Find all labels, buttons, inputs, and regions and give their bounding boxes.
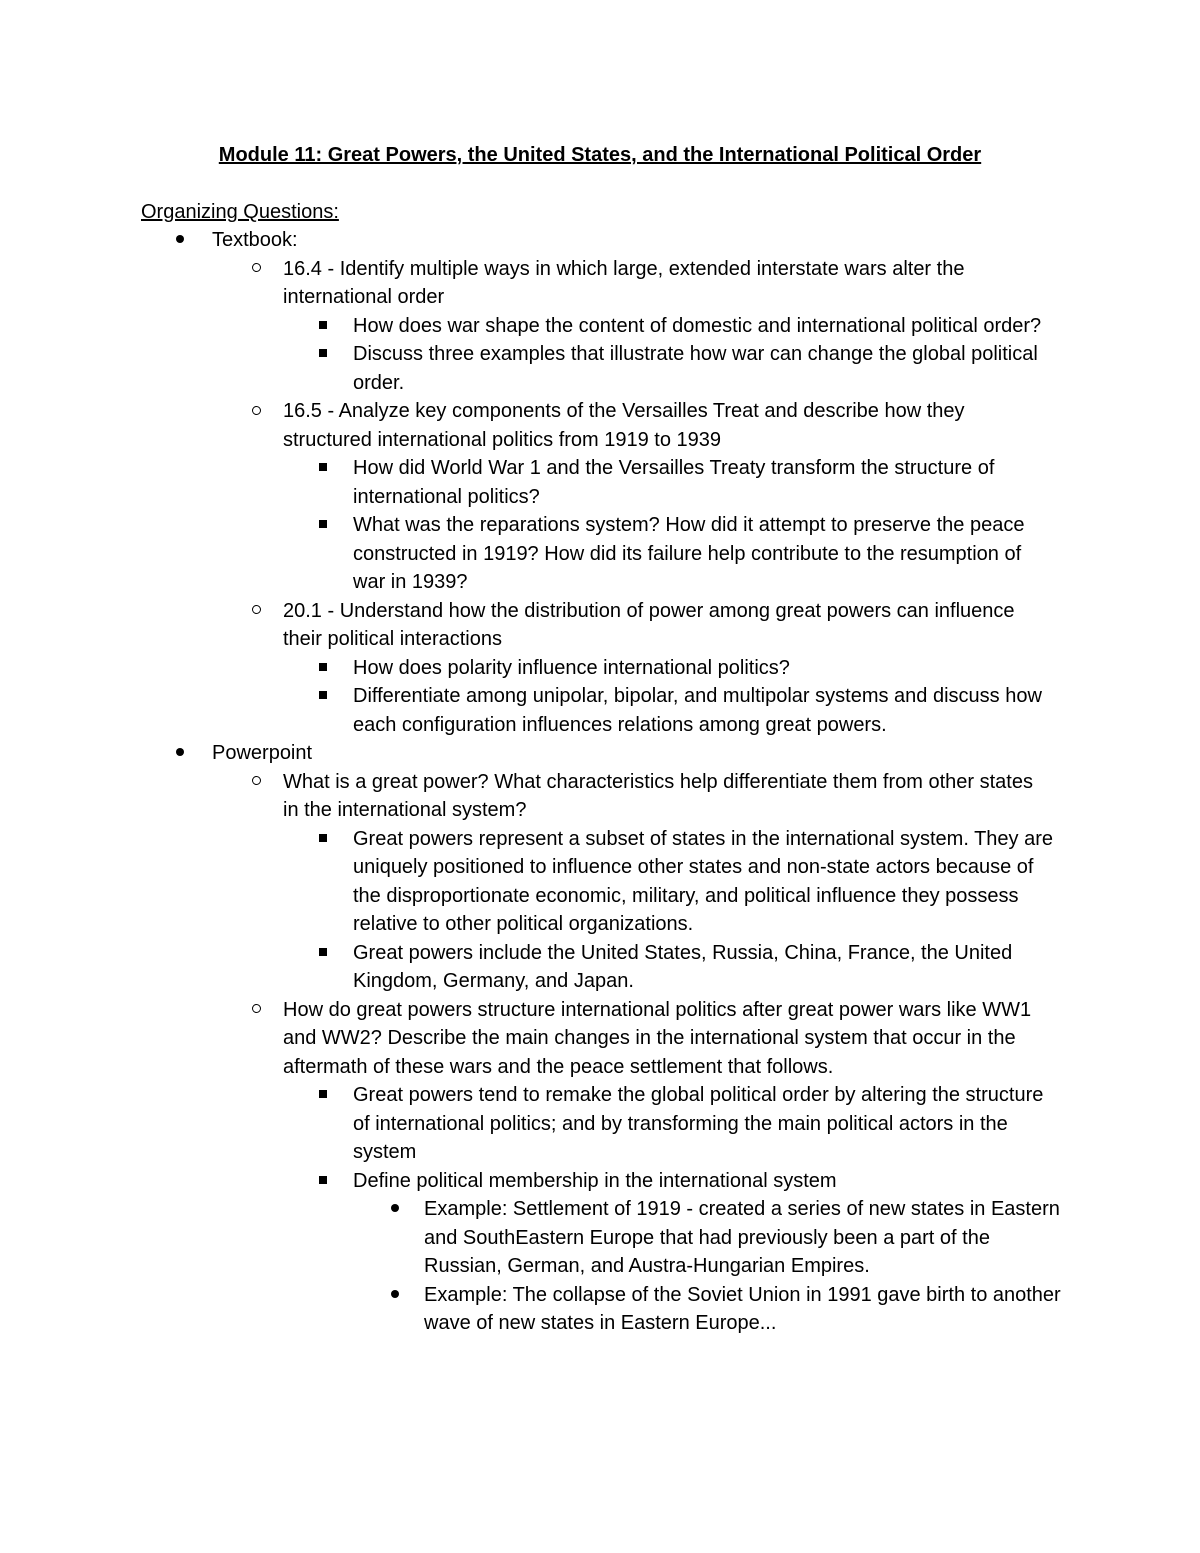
outline-item-text: How do great powers structure international politics after great power wars like WW1 and WW2? Describe the main changes in the international system that occur in the aftermath of these wars and the peace settlement that follows. (283, 998, 1032, 1078)
bullet-square-icon (313, 340, 333, 369)
outline-item (0, 255, 1200, 312)
bullet-ring-icon (246, 996, 266, 1025)
bullet-square-icon (313, 654, 333, 683)
bullet-ring-icon (246, 597, 266, 626)
outline-item (0, 397, 1200, 454)
bullet-square-icon (313, 511, 333, 540)
outline-item (0, 340, 1200, 397)
bullet-dot-icon (170, 226, 190, 255)
outline-item-text: What was the reparations system? How did it attempt to preserve the peace constructed in 1919? How did its failure help contribute to the resumption of war in 1939? (353, 514, 1025, 593)
bullet-square-icon (313, 1167, 333, 1196)
outline-item-text: What is a great power? What characteristics help differentiate them from other states in the international system? (283, 770, 1033, 821)
outline-item (0, 739, 1200, 768)
outline-list (0, 226, 1200, 1338)
outline-item-text: Textbook: (212, 229, 298, 251)
bullet-dot-icon (385, 1195, 405, 1224)
bullet-dot-icon (385, 1281, 405, 1310)
bullet-square-icon (313, 682, 333, 711)
bullet-ring-icon (246, 255, 266, 284)
outline-item (0, 312, 1200, 341)
outline-item (0, 1281, 1200, 1338)
outline-item (0, 511, 1200, 597)
bullet-square-icon (313, 825, 333, 854)
outline-item-text: Great powers include the United States, Russia, China, France, the United Kingdom, Germany, and Japan. (353, 941, 1013, 992)
outline-item (0, 939, 1200, 996)
outline-item-text: How does war shape the content of domestic and international political order? (353, 314, 1042, 337)
section-label: Organizing Questions: (141, 201, 339, 223)
bullet-square-icon (313, 1081, 333, 1110)
outline-item-text: Define political membership in the international system (353, 1169, 837, 1192)
outline-item-text: Discuss three examples that illustrate how war can change the global political order. (353, 343, 1038, 394)
outline-item-text: How does polarity influence international politics? (353, 656, 790, 679)
outline-item-text: Example: The collapse of the Soviet Union in 1991 gave birth to another wave of new states in Eastern Europe... (424, 1283, 1061, 1334)
bullet-square-icon (313, 939, 333, 968)
outline-item-text: 16.4 - Identify multiple ways in which large, extended interstate wars alter the international order (283, 257, 965, 308)
outline-item (0, 1195, 1200, 1281)
bullet-ring-icon (246, 397, 266, 426)
outline-item-text: 16.5 - Analyze key components of the Versailles Treat and describe how they structured international politics from 1919 to 1939 (283, 400, 965, 451)
outline-item-text: Great powers represent a subset of states in the international system. They are uniquely positioned to influence other states and non-state actors because of the disproportionate economic, military, and political influence they possess relative to other political organizations. (353, 827, 1053, 935)
outline-item-text: How did World War 1 and the Versailles Treaty transform the structure of international politics? (353, 457, 995, 508)
outline-item (0, 597, 1200, 654)
outline-item (0, 825, 1200, 939)
outline-item (0, 1167, 1200, 1196)
outline-item-text: Powerpoint (212, 742, 313, 764)
bullet-square-icon (313, 454, 333, 483)
outline-item (0, 768, 1200, 825)
outline-item-text: Example: Settlement of 1919 - created a series of new states in Eastern and SouthEastern Europe that had previously been a part of the Russian, German, and Austra-Hungarian Empires. (424, 1198, 1060, 1277)
bullet-dot-icon (170, 739, 190, 768)
outline-item (0, 226, 1200, 255)
outline-item (0, 682, 1200, 739)
outline-item (0, 654, 1200, 683)
outline-item-text: Great powers tend to remake the global political order by altering the structure of international politics; and by transforming the main political actors in the system (353, 1084, 1044, 1163)
bullet-square-icon (313, 312, 333, 341)
outline-item-text: Differentiate among unipolar, bipolar, and multipolar systems and discuss how each configuration influences relations among great powers. (353, 685, 1042, 736)
outline-item (0, 454, 1200, 511)
page-title: Module 11: Great Powers, the United States, and the International Political Order (218, 144, 982, 166)
outline-item (0, 996, 1200, 1082)
bullet-ring-icon (246, 768, 266, 797)
outline-item-text: 20.1 - Understand how the distribution of power among great powers can influence their political interactions (283, 599, 1015, 650)
outline-item (0, 1081, 1200, 1167)
